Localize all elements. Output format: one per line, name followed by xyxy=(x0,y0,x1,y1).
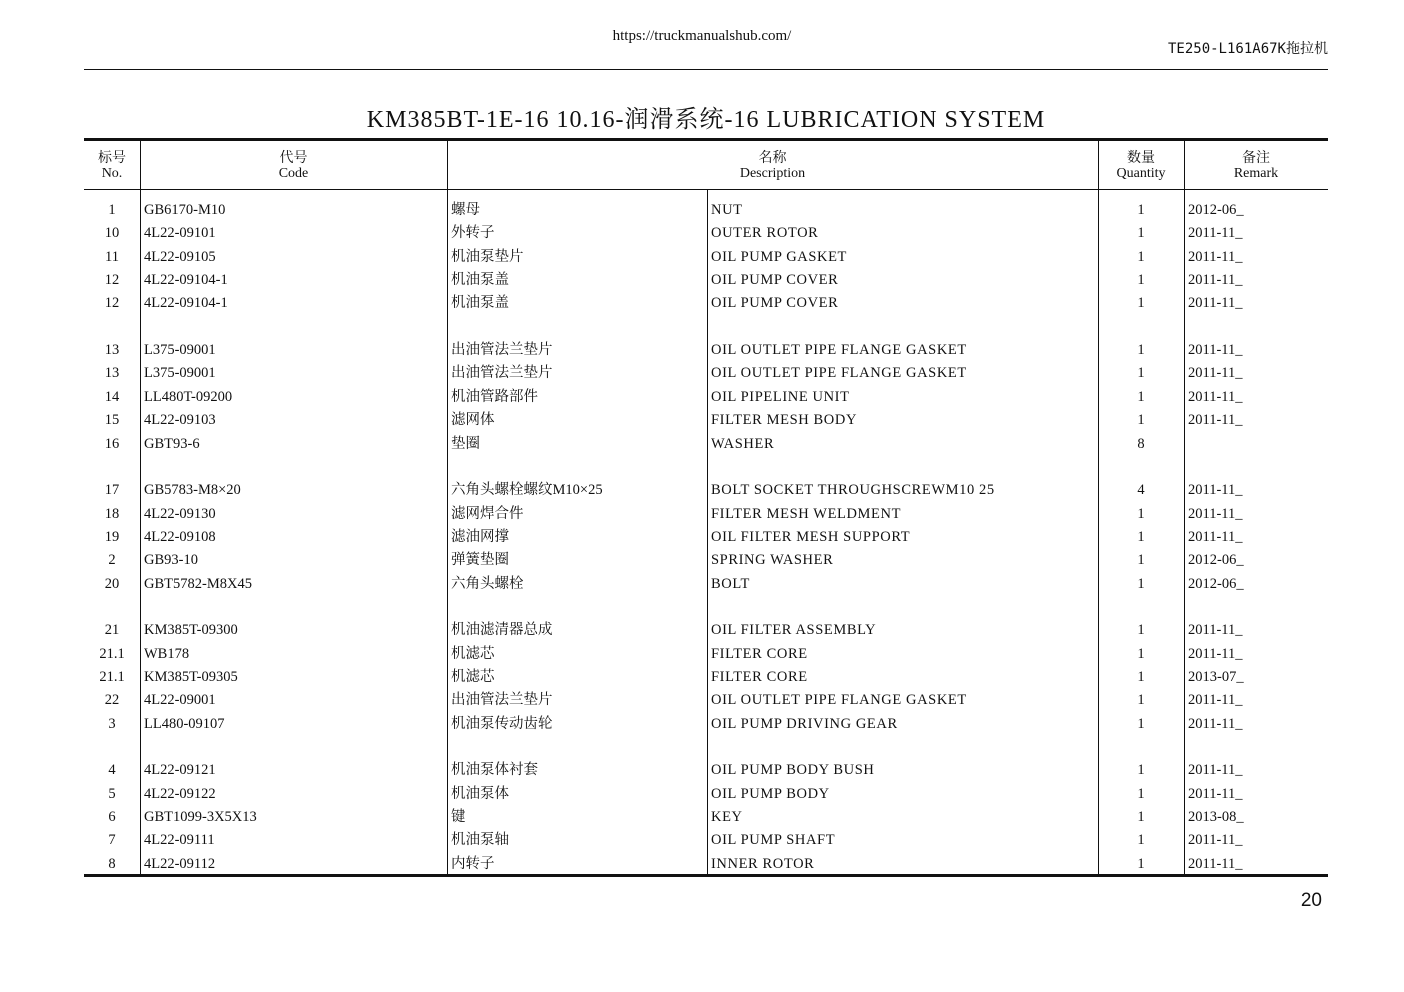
table-row xyxy=(84,829,1328,852)
row-name-cn: 机油泵垫片 xyxy=(451,248,524,265)
row-code: L375-09001 xyxy=(144,342,216,359)
row-description: OIL OUTLET PIPE FLANGE GASKET xyxy=(711,342,967,359)
table-row xyxy=(84,479,1328,502)
row-remark: 2011-11_ xyxy=(1188,505,1243,522)
table-row xyxy=(84,292,1328,315)
header-rule xyxy=(84,189,1328,190)
row-remark: 2012-06_ xyxy=(1188,575,1244,592)
row-number: 13 xyxy=(104,365,120,382)
row-description: OIL OUTLET PIPE FLANGE GASKET xyxy=(711,692,967,709)
row-quantity: 1 xyxy=(1137,365,1145,382)
row-number: 12 xyxy=(104,295,120,312)
row-name-cn: 机油泵体衬套 xyxy=(451,762,538,779)
row-name-cn: 机油泵盖 xyxy=(451,295,509,312)
table-row xyxy=(84,433,1328,456)
table-row xyxy=(84,199,1328,222)
row-remark: 2011-11_ xyxy=(1188,272,1243,289)
row-quantity: 1 xyxy=(1137,225,1145,242)
row-description: OIL PUMP DRIVING GEAR xyxy=(711,715,898,732)
row-remark: 2011-11_ xyxy=(1188,248,1243,265)
row-description: BOLT SOCKET THROUGHSCREWM10 25 xyxy=(711,482,995,499)
row-remark: 2011-11_ xyxy=(1188,225,1243,242)
row-description: FILTER MESH BODY xyxy=(711,412,858,429)
row-quantity: 4 xyxy=(1137,482,1145,499)
row-code: LL480T-09200 xyxy=(144,388,233,405)
row-name-cn: 滤油网撑 xyxy=(451,528,509,545)
row-description: FILTER CORE xyxy=(711,645,808,662)
header-quantity xyxy=(1098,151,1184,181)
header-code-en: Code xyxy=(278,166,309,181)
row-quantity: 1 xyxy=(1137,785,1145,802)
row-number: 18 xyxy=(104,505,120,522)
row-name-cn: 内转子 xyxy=(451,855,495,872)
row-remark: 2011-11_ xyxy=(1188,482,1243,499)
table-row xyxy=(84,386,1328,409)
row-code: KM385T-09300 xyxy=(144,622,238,639)
row-remark: 2013-07_ xyxy=(1188,669,1244,685)
row-quantity: 1 xyxy=(1137,832,1145,849)
row-quantity: 1 xyxy=(1137,855,1145,872)
row-number: 22 xyxy=(104,692,120,709)
row-number: 21 xyxy=(104,622,120,639)
row-quantity: 1 xyxy=(1137,248,1145,265)
table-row xyxy=(84,713,1328,736)
row-remark: 2011-11_ xyxy=(1188,855,1243,872)
row-number: 7 xyxy=(108,832,116,849)
row-number: 17 xyxy=(104,482,120,499)
row-remark: 2011-11_ xyxy=(1188,365,1243,382)
row-number: 4 xyxy=(108,762,116,779)
table-row xyxy=(84,339,1328,362)
row-code: 4L22-09105 xyxy=(144,248,216,265)
row-description: INNER ROTOR xyxy=(711,855,815,872)
row-remark: 2011-11_ xyxy=(1188,622,1243,639)
row-description: FILTER CORE xyxy=(711,669,808,685)
page-number: 20 xyxy=(1300,890,1322,911)
row-description: OUTER ROTOR xyxy=(711,225,819,242)
row-name-cn: 出油管法兰垫片 xyxy=(451,342,553,359)
header-quantity-cn: 数量 xyxy=(1127,151,1155,166)
table-row xyxy=(84,619,1328,642)
row-remark: 2011-11_ xyxy=(1188,295,1243,312)
row-number: 19 xyxy=(104,528,120,545)
row-code: 4L22-09104-1 xyxy=(144,295,228,312)
row-quantity: 1 xyxy=(1137,528,1145,545)
row-description: OIL OUTLET PIPE FLANGE GASKET xyxy=(711,365,967,382)
row-quantity: 1 xyxy=(1137,715,1145,732)
row-code: GB6170-M10 xyxy=(144,202,226,218)
row-description: OIL FILTER ASSEMBLY xyxy=(711,622,877,639)
row-description: OIL FILTER MESH SUPPORT xyxy=(711,528,911,545)
row-name-cn: 六角头螺栓 xyxy=(451,575,524,592)
row-name-cn: 机油管路部件 xyxy=(451,388,538,405)
row-code: GB5783-M8×20 xyxy=(144,482,241,499)
table-row xyxy=(84,362,1328,385)
row-remark: 2011-11_ xyxy=(1188,762,1243,779)
row-quantity: 1 xyxy=(1137,505,1145,522)
row-quantity: 1 xyxy=(1137,622,1145,639)
row-name-cn: 机油泵轴 xyxy=(451,832,509,849)
row-description: OIL PUMP COVER xyxy=(711,272,839,289)
row-code: 4L22-09111 xyxy=(144,832,215,849)
row-description: FILTER MESH WELDMENT xyxy=(711,505,902,522)
row-description: BOLT xyxy=(711,575,750,592)
table-row xyxy=(84,222,1328,245)
row-name-cn: 外转子 xyxy=(451,225,495,242)
row-name-cn: 弹簧垫圈 xyxy=(451,552,509,569)
row-description: WASHER xyxy=(711,435,775,452)
row-number: 11 xyxy=(105,248,119,265)
row-number: 2 xyxy=(108,552,116,569)
source-url: https://truckmanualshub.com/ xyxy=(612,28,792,44)
row-number: 1 xyxy=(108,202,116,218)
table-row xyxy=(84,503,1328,526)
header-remark-en: Remark xyxy=(1233,166,1279,181)
row-number: 8 xyxy=(108,855,116,872)
row-description: OIL PUMP GASKET xyxy=(711,248,848,265)
row-description: OIL PIPELINE UNIT xyxy=(711,388,850,405)
row-remark: 2011-11_ xyxy=(1188,785,1243,802)
row-name-cn: 垫圈 xyxy=(451,435,480,452)
row-quantity: 1 xyxy=(1137,272,1145,289)
header-remark-cn: 备注 xyxy=(1242,151,1270,166)
header-description xyxy=(447,151,1098,181)
row-code: 4L22-09103 xyxy=(144,412,216,429)
row-name-cn: 出油管法兰垫片 xyxy=(451,365,553,382)
row-remark: 2011-11_ xyxy=(1188,692,1243,709)
header-code-cn: 代号 xyxy=(279,151,308,166)
row-name-cn: 机油滤清器总成 xyxy=(451,622,553,639)
table-row xyxy=(84,666,1328,689)
row-remark: 2011-11_ xyxy=(1188,645,1243,662)
row-remark: 2012-06_ xyxy=(1188,202,1244,218)
row-quantity: 1 xyxy=(1137,388,1145,405)
row-description: SPRING WASHER xyxy=(711,552,834,569)
row-name-cn: 机滤芯 xyxy=(451,645,495,662)
row-number: 20 xyxy=(104,575,120,592)
table-row xyxy=(84,526,1328,549)
row-quantity: 1 xyxy=(1137,202,1145,218)
row-name-cn: 螺母 xyxy=(451,202,480,218)
page-title: KM385BT-1E-16 10.16-润滑系统-16 LUBRICATION SYSTEM xyxy=(366,107,1046,133)
row-code: 4L22-09104-1 xyxy=(144,272,228,289)
row-number: 16 xyxy=(104,435,120,452)
row-code: LL480-09107 xyxy=(144,715,225,732)
row-number: 15 xyxy=(104,412,120,429)
row-number: 6 xyxy=(108,809,116,826)
row-quantity: 1 xyxy=(1137,669,1145,685)
row-quantity: 1 xyxy=(1137,575,1145,592)
header-description-en: Description xyxy=(739,166,806,181)
row-quantity: 1 xyxy=(1137,692,1145,709)
row-remark: 2011-11_ xyxy=(1188,412,1243,429)
header-no xyxy=(84,151,140,181)
table-row xyxy=(84,783,1328,806)
table-row xyxy=(84,246,1328,269)
row-number: 21.1 xyxy=(99,669,125,685)
table-row xyxy=(84,269,1328,292)
row-quantity: 8 xyxy=(1137,435,1145,452)
header-no-cn: 标号 xyxy=(98,151,126,166)
row-description: OIL PUMP BODY BUSH xyxy=(711,762,875,779)
row-code: 4L22-09130 xyxy=(144,505,216,522)
row-name-cn: 键 xyxy=(451,809,466,826)
row-remark: 2011-11_ xyxy=(1188,342,1243,359)
table-row xyxy=(84,689,1328,712)
table-row xyxy=(84,573,1328,596)
row-remark: 2011-11_ xyxy=(1188,832,1243,849)
row-code: 4L22-09001 xyxy=(144,692,216,709)
table-row xyxy=(84,643,1328,666)
table-row xyxy=(84,806,1328,829)
row-code: GBT1099-3X5X13 xyxy=(144,809,257,826)
row-code: 4L22-09121 xyxy=(144,762,216,779)
row-description: KEY xyxy=(711,809,743,826)
row-name-cn: 滤网焊合件 xyxy=(451,505,524,522)
row-number: 13 xyxy=(104,342,120,359)
row-number: 10 xyxy=(104,225,120,242)
row-code: GBT93-6 xyxy=(144,435,200,452)
row-number: 21.1 xyxy=(99,645,125,662)
row-number: 12 xyxy=(104,272,120,289)
header-remark xyxy=(1184,151,1328,181)
row-name-cn: 六角头螺栓螺纹M10×25 xyxy=(451,482,603,499)
row-remark: 2013-08_ xyxy=(1188,809,1244,826)
row-code: 4L22-09122 xyxy=(144,785,216,802)
row-code: L375-09001 xyxy=(144,365,216,382)
row-name-cn: 机油泵体 xyxy=(451,785,509,802)
row-code: 4L22-09108 xyxy=(144,528,216,545)
header-description-cn: 名称 xyxy=(758,151,787,166)
row-code: WB178 xyxy=(144,645,190,662)
row-name-cn: 滤网体 xyxy=(451,412,495,429)
row-name-cn: 出油管法兰垫片 xyxy=(451,692,553,709)
table-row xyxy=(84,549,1328,572)
row-name-cn: 机滤芯 xyxy=(451,669,495,685)
row-number: 3 xyxy=(108,715,116,732)
row-quantity: 1 xyxy=(1137,809,1145,826)
row-description: NUT xyxy=(711,202,743,218)
row-number: 14 xyxy=(104,388,120,405)
row-name-cn: 机油泵盖 xyxy=(451,272,509,289)
row-code: GB93-10 xyxy=(144,552,198,569)
row-code: GBT5782-M8X45 xyxy=(144,575,252,592)
row-quantity: 1 xyxy=(1137,295,1145,312)
row-quantity: 1 xyxy=(1137,762,1145,779)
header-divider xyxy=(84,69,1328,70)
row-quantity: 1 xyxy=(1137,645,1145,662)
row-remark: 2011-11_ xyxy=(1188,388,1243,405)
row-description: OIL PUMP SHAFT xyxy=(711,832,836,849)
parts-table xyxy=(84,138,1328,877)
row-code: KM385T-09305 xyxy=(144,669,238,685)
table-row xyxy=(84,409,1328,432)
row-quantity: 1 xyxy=(1137,342,1145,359)
row-quantity: 1 xyxy=(1137,412,1145,429)
header-code xyxy=(140,151,447,181)
row-code: 4L22-09101 xyxy=(144,225,216,242)
table-row xyxy=(84,853,1328,876)
row-remark: 2011-11_ xyxy=(1188,715,1243,732)
row-name-cn: 机油泵传动齿轮 xyxy=(451,715,553,732)
row-description: OIL PUMP COVER xyxy=(711,295,839,312)
model-label: TE250-L161A67K拖拉机 xyxy=(1167,41,1328,57)
header-no-en: No. xyxy=(101,166,123,181)
table-row xyxy=(84,759,1328,782)
row-quantity: 1 xyxy=(1137,552,1145,569)
row-remark: 2011-11_ xyxy=(1188,528,1243,545)
row-remark: 2012-06_ xyxy=(1188,552,1244,569)
row-code: 4L22-09112 xyxy=(144,855,216,872)
row-number: 5 xyxy=(108,785,116,802)
row-description: OIL PUMP BODY xyxy=(711,785,830,802)
header-quantity-en: Quantity xyxy=(1116,166,1166,181)
